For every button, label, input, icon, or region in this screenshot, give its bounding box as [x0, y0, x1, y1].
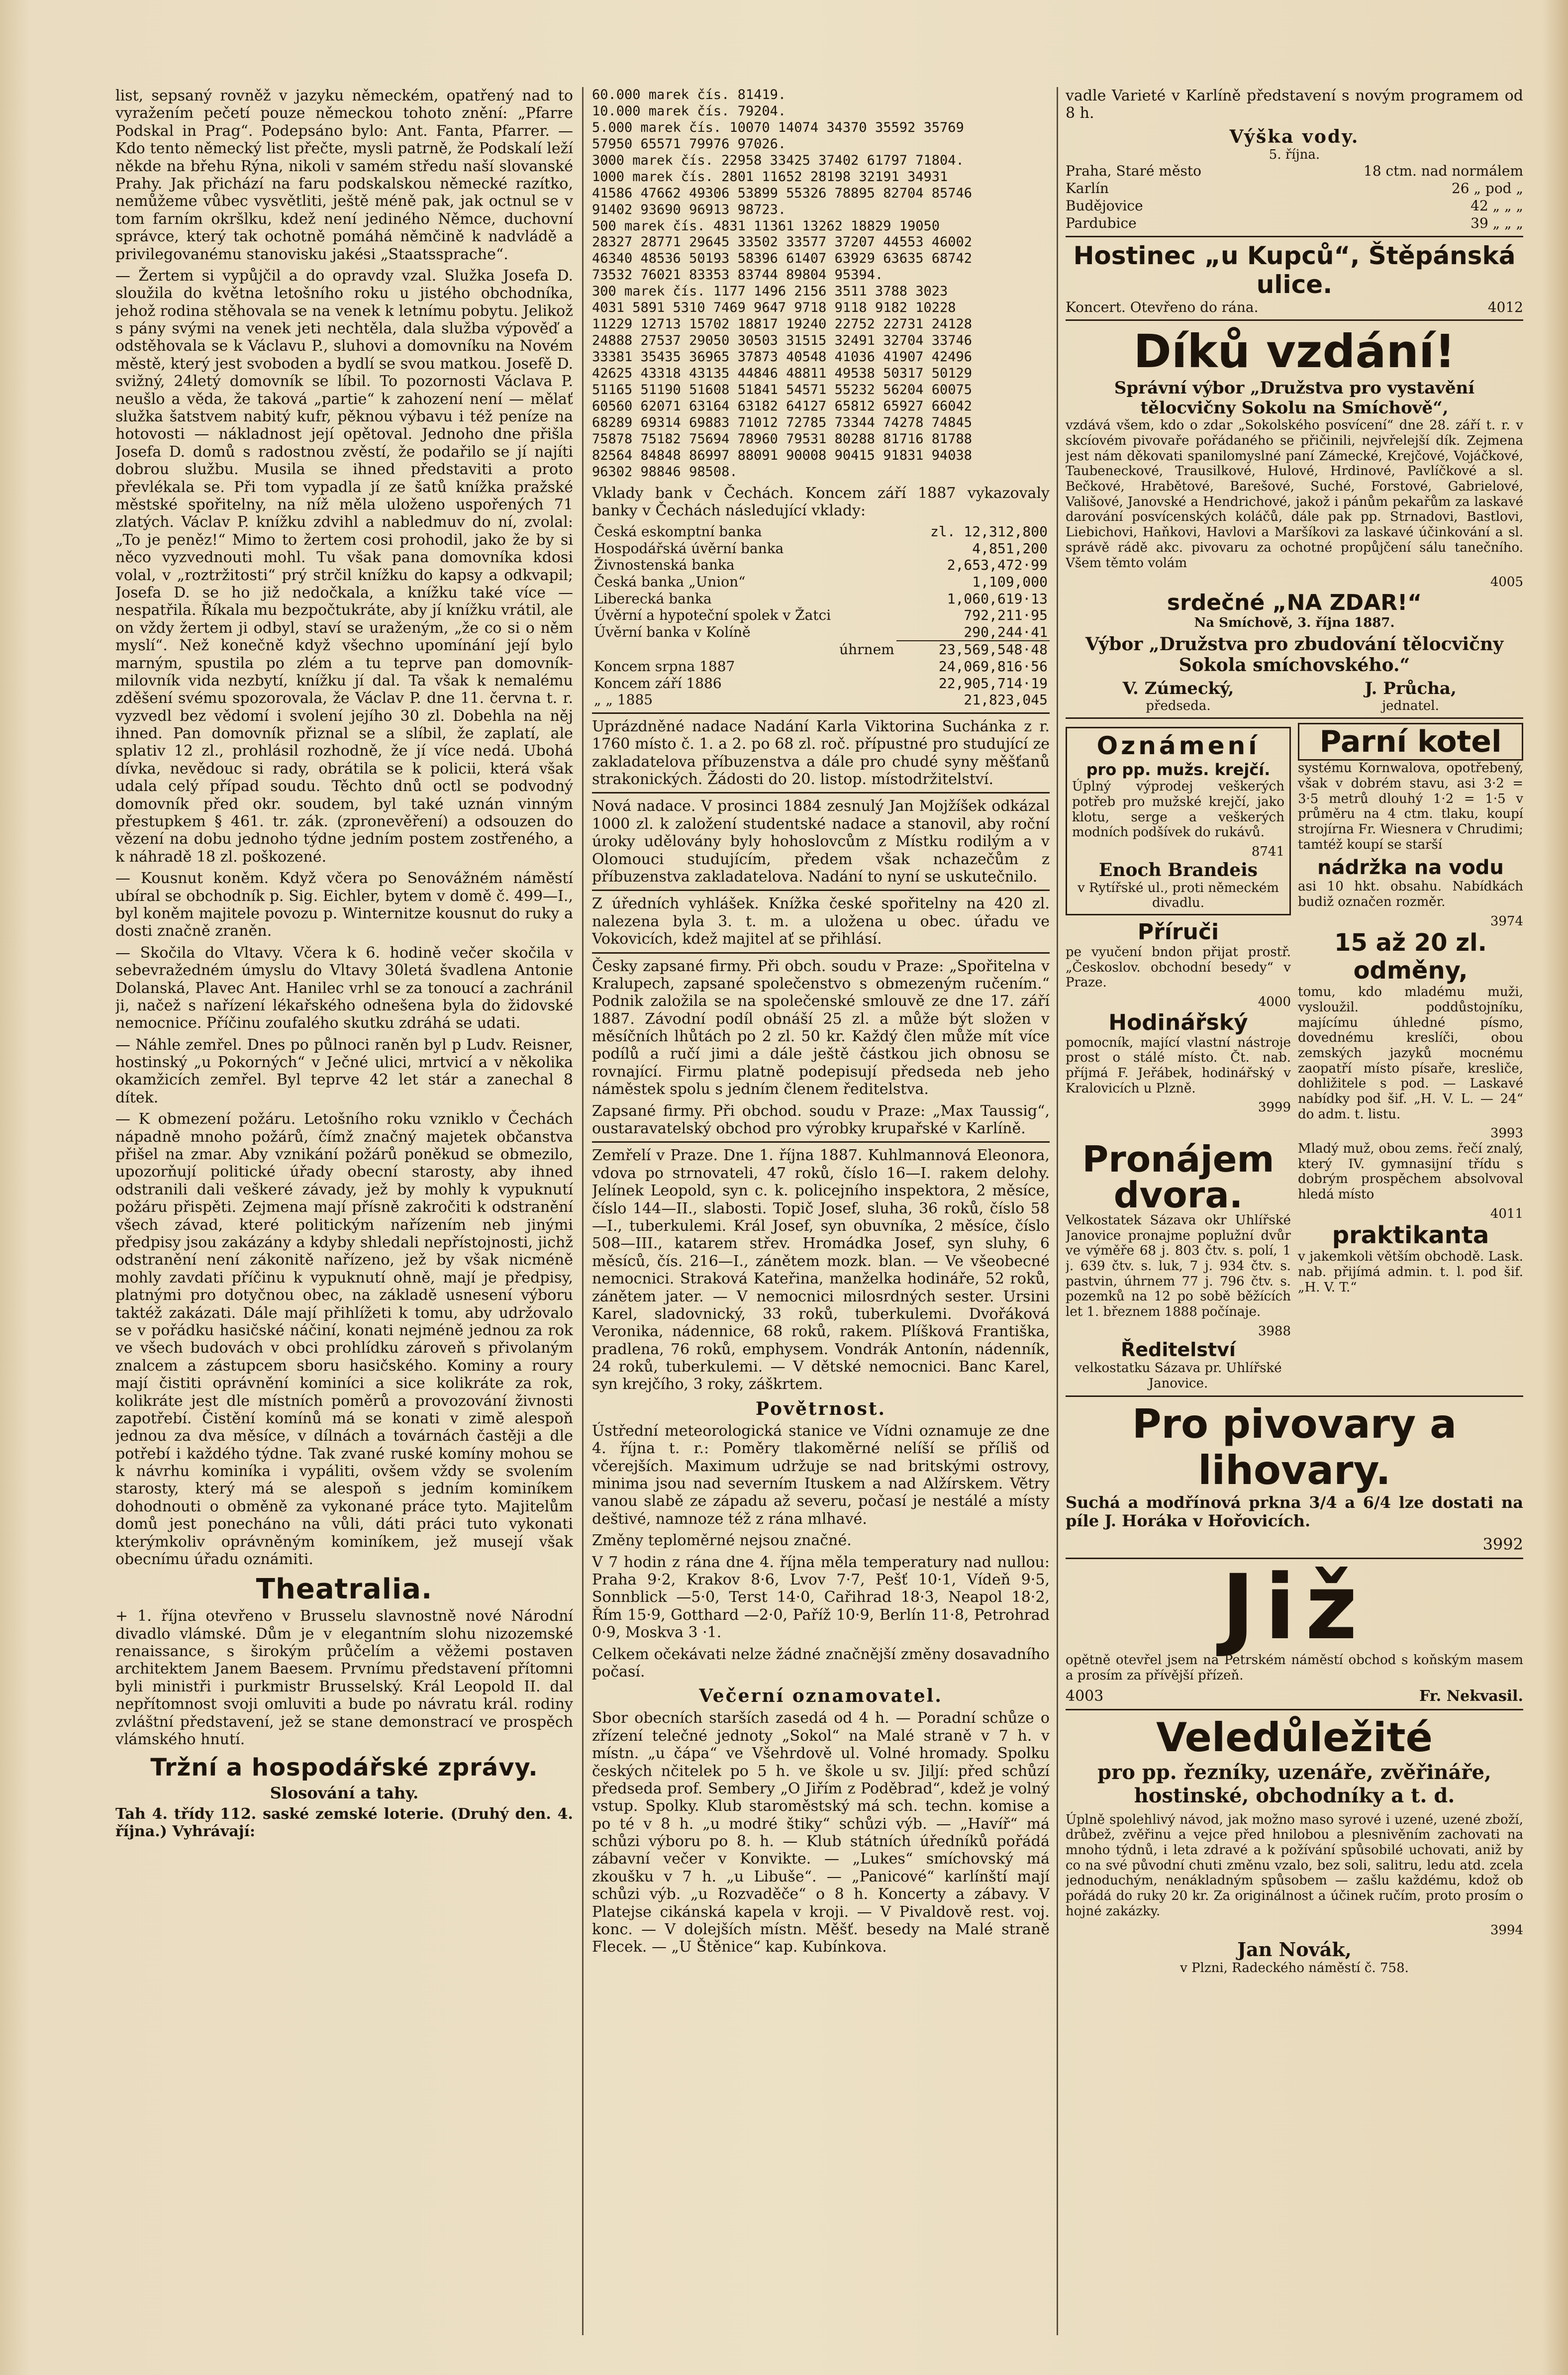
ad-pivovary-text: Suchá a modřínová prkna 3/4 a 6/4 lze dostati na píle J. Horáka v Hořovicích. — [1066, 1492, 1523, 1531]
table-row — [592, 591, 1050, 607]
bank-value: 1,109,000 — [972, 574, 1048, 591]
heading-trzni: Tržní a hospodářské zprávy. — [150, 1754, 538, 1782]
table-row — [592, 540, 1050, 557]
ad-veled-sub: pro pp. řezníky, uzenáře, zvěřináře, hostinské, obchodníky a t. d. — [1097, 1760, 1491, 1807]
bank-total-label: úhrnem — [839, 641, 894, 658]
bank-name: Živnostenská banka — [594, 557, 735, 574]
column-right: vadle Varieté v Karlíně představení s novým programem od 8 h. Výška vody. 5. října. Praha, Staré město 18 ctm. nad normálem Karlín 26 „ pod „ Budějovice 42 „ „ „ Pardubice 39 „ „ „ Hostinec „u Kupců“, Štěpánská ulice. Koncert. Otevřeno do rána. 4012 Díků vzdání! Správní výbor „Družstva pro vystavění tělocvičny Sokolu na Smíchově“, vzdává všem, kdo o zdar „Sokolského posvícení“ dne 28. září t. r. v skcíovém pivovaře pořádaného se přičinili, nejvřelejší dík. Zejmena jest nám děkovati spanilomyslné paní Zámecké, Krejčové, Vojáčkové, Taubeneckové, Trausilkové, Hulové, Hrdinové, Pavlíčkové a sl. Bečkové, Hrabětové, Barešové, Suché, Forstové, Gabrielové, Vališové, Janovské a Hendrichové, jakož i pánům pekařům za laskavé darování posvícenských koláčů, dále pak pp. Strnadovi, Bastlovi, Liebichovi, Haňkovi, Havlovi a Maršíkovi za laskavé účinkování a sl. správě rádě akc. pivovaru za ochotné propůjčení sálu tanečního. Všem těmto volám 4005 srdečné „NA ZDAR!“ Na Smíchově, 3. října 1887. Výbor „Družstva pro zbudování tělocvičny Sokola smíchovského.“ V. Zúmecký, předseda. J. Průcha, jednatel. Oznámení pro pp. mužs. krejčí. Úplný výprodej veškerých potřeb pro mužské krejčí, jako klotu, serge a veškerých modních podšívek do rukávů. 8741 Enoch Brandeis v Rytířské ul., proti německém divadlu. Příruči pe vyučení bndon přijat prostř. „Českoslov. obchodní besedy“ v Praze. 4000 Hodinářský pomocník, mající vlastní nástroje prost o stálé místo. Čt. nab. příjmá F. Jeřábek, hodinářský v Kralovicích u Plzně. 3999 Parní kotel systému Kornwalova, opotřebený, však v dobrém stavu, asi 3·2 = 3·5 metrů dlouhý 1·2 = 1·5 v průměru na 4 ctm. tlaku, koupí strojírna Fr. Wiesnera v Chrudimi; tamtéž koupí se starší nádržka na vodu asi 10 hkt. obsahu. Nabídkách budiž označen rozměr. 3974 15 až 20 zl. odměny, tomu, kdo mladému muži, vysloužil. poddůstojníku, majícímu úhledné písmo, dovednému kreslíči, obou zemských jazyků mocnému zaopatří místo písaře, kresliče, dohližitele s pod. — Laskavé nabídky pod šif. „H. V. L. — 24“ do adm. t. listu. 3993 Pronájem dvora. Velkostatek Sázava okr Uhlířské Janovice pronajme poplužní dvůr ve výměře 68 j. 803 čtv. s. polí, 1 j. 639 čtv. s. luk, 7 j. 934 čtv. s. pastvin, úhrnem 77 j. 796 čtv. s. pozemků na 12 po sobě běžících let 1. březnem 1888 počínaje. 3988 Ředitelství velkostatku Sázava pr. Uhlířské Janovice. Mladý muž, obou zems. řečí znalý, který IV. gymnasijní třídu s dobrým prospěchem absolvoval hledá místo 4011 praktikanta v jakemkoli větším obchodě. Lask. nab. přijímá admin. t. l. pod šif. „H. V. T.“ Pro pivovary a lihovary. Suchá a modřínová prkna 3/4 a 6/4 lze dostati na píle J. Horáka v Hořovicích. 3992 Již opětně otevřel jsem na Petrském náměstí obchod s koňským masem a prosím za přívější přízeň. 4003 Fr. Nekvasil. Veledůležité pro pp. řezníky, uzenáře, zvěřináře, hostinské, obchodníky a t. d. Úplně spolehlivý návod, jak možno maso syrové i uzené, uzené zboží, drůbež, zvěřinu a vejce před hnilobou a plesnivěním zachovati na mnoho týdnů, i leta zdravé a k požívání spůsobilé uchovati, aniž by co na své původní chuti změnu vzalo, bez soli, salitru, ledu atd. zcela jednoduchým, nenákladným spůsobem — zašlu každému, kdož ob pořádá do ruky 20 kr. Za originálnost a účinek ručím, proto prosím o hojné zakázky. 3994 Jan Novák, v Plzni, Radeckého náměstí č. 758. — [1066, 87, 1523, 1976]
article-teploty: V 7 hodin z rána dne 4. října měla temperatury nad nullou: Praha 9·2, Krakov 8·6, Lvov 7·7, Pešť 10·1, Vídeň 9·5, Sonnblick —5·0, Terst 14·0, Cařihrad 18·3, Neapol 18·2, Řím 15·9, Gotthard —2·0, Paříž 10·9, Berlín 11·8, Petrohrad 0·9, Moskva 3 ·1. — [592, 1553, 1050, 1642]
ad-mlady: Mladý muž, obou zems. řečí znalý, který IV. gymnasijní třídu s dobrým prospěchem absolvoval hledá místo — [1298, 1141, 1523, 1202]
bank-value: 22,905,714·19 — [938, 675, 1048, 692]
list-item: Praha, Staré město 18 ctm. nad normálem — [1066, 163, 1523, 180]
ad-diku-text: vzdává všem, kdo o zdar „Sokolského posvícení“ dne 28. září t. r. v skcíovém pivovaře pořádaného se přičinili, nejvřelejší dík. Zejmena jest nám děkovati spanilomyslné paní Zámecké, Krejčové, Vojáčkové, Taubeneckové, Trausilkové, Hulové, Hrdinové, Pavlíčkové a sl. Bečkové, Hrabětové, Barešové, Suché, Forstové, Gabrielové, Vališové, Janovské a Hendrichové, jakož i pánům pekařům za laskavé darování posvícenských koláčů, dále pak pp. Strnadovi, Bastlovi, Liebichovi, Haňkovi, Havlovi a Maršíkovi za laskavé účinkování a sl. správě rádě akc. pivovaru za ochotné propůjčení sálu tanečního. Všem těmto volám — [1066, 418, 1523, 571]
column-middle — [592, 87, 1050, 2345]
bank-value: 24,069,816·56 — [938, 658, 1048, 675]
table-row — [592, 574, 1050, 591]
ad-diku-org: Správní výbor „Družstva pro vystavění tělocvičny Sokolu na Smíchově“, — [1114, 378, 1475, 418]
table-row — [592, 675, 1050, 692]
divider — [592, 890, 1050, 891]
ad-jiz-sign: Fr. Nekvasil. — [1419, 1687, 1523, 1705]
bank-total: 23,569,548·48 — [896, 641, 1050, 658]
ads-row-1: Oznámení pro pp. mužs. krejčí. Úplný výprodej veškerých potřeb pro mužské krejčí, jako klotu, serge a veškerých modních podšívek do rukávů. 8741 Enoch Brandeis v Rytířské ul., proti německém divadlu. Příruči pe vyučení bndon přijat prostř. „Českoslov. obchodní besedy“ v Praze. 4000 Hodinářský pomocník, mající vlastní nástroje prost o stálé místo. Čt. nab. příjmá F. Jeřábek, hodinářský v Kralovicích u Plzně. 3999 Parní kotel systému Kornwalova, opotřebený, však v dobrém stavu, asi 3·2 = 3·5 metrů dlouhý 1·2 = 1·5 v průměru na 4 ctm. tlaku, koupí strojírna Fr. Wiesnera v Chrudimi; tamtéž koupí se starší nádržka na vodu asi 10 hkt. obsahu. Nabídkách budiž označen rozměr. 3974 15 až 20 zl. odměny, tomu, kdo mladému muži, vysloužil. poddůstojníku, majícímu úhledné písmo, dovednému kreslíči, obou zemských jazyků mocnému zaopatří místo písaře, kresliče, dohližitele s pod. — Laskavé nabídky pod šif. „H. V. L. — 24“ do adm. t. listu. 3993 — [1066, 723, 1523, 1141]
column-left — [115, 87, 573, 2345]
article-intro: list, sepsaný rovněž v jazyku německém, opatřený nad to vyražením pečetí pouze německou tohoto znění: „Pfarre Podskal in Prag“. Podepsáno bylo: Ant. Fanta, Pfarrer. — Kdo tento německý list přečte, mysli patrně, že Podskalí leží někde na břehu Rýna, nikoli v samém středu naší slovanské Prahy. Jak přichází na faru podskalskou německé razítko, nemůžeme vůbec vysvětliti, ještě méně pak, jak octnul se v tom farním okršlku, kdež není jediného Němce, duchovní správce, který tak ochotně pomáhá němčině k nadvládě a privilegovanému stanovisku jakési „Staatssprache“. — [115, 87, 573, 263]
column-rule — [1057, 87, 1058, 2335]
ad-signatures: V. Zúmecký, předseda. J. Průcha, jednatel. — [1066, 679, 1523, 714]
bank-value: 792,211·95 — [964, 607, 1048, 624]
divider — [1066, 236, 1523, 237]
list-item: Budějovice 42 „ „ „ — [1066, 198, 1523, 214]
ad-diku-no: 4005 — [1490, 575, 1523, 590]
article-nadace: Uprázdněné nadace Nadání Karla Viktorina Suchánka z r. 1760 místo č. 1. a 2. po 68 zl. roč. přípustné pro studující ze zakladatelova příbuzenstva a dále pro chudé syny měšťanů strakonických. Žádosti do 20. listop. místodržitelství. — [592, 717, 1050, 788]
ad-veled-title: Veledůležité — [1156, 1714, 1433, 1761]
bank-value: 21,823,045 — [964, 692, 1048, 708]
divider — [592, 712, 1050, 714]
bank-value: 290,244·41 — [964, 623, 1048, 640]
table-row — [592, 692, 1050, 708]
lottery-numbers: 60.000 marek čís. 81419. 10.000 marek čís. 79204. 5.000 marek čís. 10070 14074 34370 35592 35769 57950 65571 79976 97026. 3000 marek čís. 22958 33425 37402 61797 71804. 1000 marek čís. 2801 11652 28198 32191 34931 41586 47662 49306 53899 55326 78895 82704 85746 91402 93690 96913 98723. 500 marek čís. 4831 11361 13262 18829 19050 28327 28771 29645 33502 33577 37207 44553 46002 46340 48536 50193 58396 61407 63929 63635 68742 73532 76021 83353 83744 89804 95394. 300 marek čís. 1177 1496 2156 3511 3788 3023 4031 5891 5310 7469 9647 9718 9118 9182 10228 11229 12713 15702 18817 19240 22752 22731 24128 24888 27537 29050 30503 31515 32491 32704 33746 33381 35435 36965 37873 40548 41036 41907 42496 42625 43318 43135 44846 48811 49538 50317 50129 51165 51190 51608 51841 54571 55232 56204 60075 60560 62071 63164 63182 64127 65812 65927 66042 68289 69314 69883 71012 72785 73344 74278 74845 75878 75182 75694 78960 79531 80288 81716 81788 82564 84848 86997 88091 90008 90415 91831 94038 96302 98846 98508. — [592, 87, 973, 480]
bank-name: Koncem září 1886 — [594, 675, 722, 692]
divider — [592, 952, 1050, 954]
article-zmeny: Změny teploměrné nejsou značné. — [592, 1532, 852, 1550]
ad-hodinarsky-title: Hodinářský — [1108, 1009, 1248, 1035]
signature-1: V. Zúmecký, — [1122, 678, 1234, 698]
ad-hostinec-title: Hostinec „u Kupců“, Štěpánská ulice. — [1073, 241, 1516, 299]
article-vyhlasek: Z úředních vyhlášek. Knížka české spořitelny na 420 zl. nalezena byla 3. t. m. a uložena u obec. úřadu ve Vokovicích, kdež majitel ať se přihlásí. — [592, 895, 1050, 948]
article-nahle: — Náhle zemřel. Dnes po půlnoci raněn byl p Ludv. Reisner, hostinský „u Pokorných“ v Ječné ulici, mrtvicí a v několika okamžicích zemřel. Byl teprve 42 let stár a zanechal 8 dítek. — [115, 1036, 573, 1106]
ad-praktikanta: praktikanta — [1332, 1221, 1489, 1250]
divider — [592, 792, 1050, 793]
article-ocekavati: Celkem očekávati nelze žádné značnější změny dosavadního počasí. — [592, 1645, 1050, 1681]
ad-diku-title: Díků vzdání! — [1133, 325, 1456, 379]
ad-hostinec-sub: Koncert. Otevřeno do rána. 4012 — [1066, 299, 1523, 316]
heading-vyska-vody: Výška vody. — [1229, 126, 1360, 147]
ad-oznameni: Oznámení pro pp. mužs. krejčí. Úplný výprodej veškerých potřeb pro mužské krejčí, jako klotu, serge a veškerých modních podšívek do rukávů. 8741 Enoch Brandeis v Rytířské ul., proti německém divadlu. — [1066, 727, 1291, 915]
table-row — [592, 557, 1050, 574]
banks-intro: Vklady bank v Čechách. Koncem září 1887 vykazovaly banky v Čechách následující vklady: — [592, 484, 1050, 519]
heading-povetrnost: Povětrnost. — [755, 1398, 886, 1419]
bank-name: Hospodářská úvěrní banka — [594, 540, 784, 557]
varieté-note: vadle Varieté v Karlíně představení s novým programem od 8 h. — [1066, 87, 1523, 122]
ad-parni-title: Parní kotel — [1298, 723, 1523, 761]
heading-vecerni: Večerní oznamovatel. — [699, 1685, 943, 1707]
ad-nazdar: srdečné „NA ZDAR!“ — [1167, 590, 1422, 615]
ad-reditelstvi: Ředitelství — [1121, 1339, 1236, 1361]
ad-nadrzka: nádržka na vodu — [1317, 856, 1504, 880]
article-nova-nadace: Nová nadace. V prosinci 1884 zesnulý Jan Mojžíšek odkázal 1000 zl. k založení studentské nadace a stanovil, aby roční úroky udělovány byly hohoslovcům z Místku rodilým a v Olomouci studujícím, předem však nchazečům z příbuzenstva zakladatelova. Nadání to nyní se uskutečnilo. — [592, 797, 1050, 886]
divider — [1066, 319, 1523, 321]
heading-theatralia: Theatralia. — [256, 1573, 433, 1606]
ad-jiz-text: opětně otevřel jsem na Petrském náměstí obchod s koňským masem a prosím za přívější přízeň. — [1066, 1653, 1523, 1683]
article-povetrnost: Ústřední meteorologická stanice ve Vídni oznamuje ze dne 4. října t. r.: Poměry tlakoměrné nelíší se příliš od včerejších. Maximum udržuje se nad britskými ostrovy, minima jsou nad severním Ituskem a nad Alžírskem. Větry vanou slabě ze západu až severu, počasí je nestálé a místy deštivé, namnoze též z rána mlhavé. — [592, 1422, 1050, 1528]
article-kousnut: — Kousnut koněm. Když včera po Senovážném náměstí ubíral se obchodník p. Sig. Eichler, bytem v domě č. 499—I., byl koněm majitele povozu p. Winternitze kousnut do ruky a dosti značně zraněn. — [115, 870, 573, 940]
table-row — [592, 641, 1050, 658]
bank-name: Česká eskomptní banka — [594, 523, 762, 540]
bank-value: 1,060,619·13 — [947, 590, 1048, 607]
ad-jiz-title: Již — [1221, 1556, 1368, 1660]
banks-table — [592, 523, 1050, 708]
table-row — [592, 523, 1050, 540]
bank-name: „ „ 1885 — [594, 692, 653, 708]
ad-veled-text: Úplně spolehlivý návod, jak možno maso syrové i uzené, uzené zboží, drůbež, zvěřinu a vejce před hnilobou a plesnivěním zachovati na mnoho týdnů, i leta zdravé a k požívání spůsobilé uchovati, aniž by co na své původní chuti změnu vzalo, bez soli, salitru, ledu atd. zcela jednoduchým, nenákladným spůsobem — zašlu každému, kdož ob pořádá do ruky 20 kr. Za originálnost a účinek ručím, proto prosím o hojné zakázky. — [1066, 1812, 1523, 1919]
bank-value: zl. 12,312,800 — [930, 523, 1048, 540]
bank-value: 2,653,472·99 — [947, 557, 1048, 574]
divider — [1066, 1395, 1523, 1397]
table-row — [592, 607, 1050, 624]
bank-name: Liberecká banka — [594, 590, 712, 607]
ad-vybor: Výbor „Družstva pro zbudování tělocvičny Sokola smíchovského.“ — [1085, 633, 1504, 676]
bank-name: Koncem srpna 1887 — [594, 658, 735, 675]
article-theatralia: + 1. října otevřeno v Brusselu slavnostně nové Národní divadlo vlámské. Dům je v elegantním slohu nizozemské renaissance, s širokým průčelím a věžemi postaven architektem Janem Baesem. Prvnímu představení přítomni byli ministři i purkmistr Brusselský. Král Leopold II. dal nepřítomnost svoji omluviti a bude po návratu král. rodiny zvláštní představení, jež se stane demonstrací ve prospěch vlámského hnutí. — [115, 1607, 573, 1748]
ads-row-2: Pronájem dvora. Velkostatek Sázava okr Uhlířské Janovice pronajme poplužní dvůr ve výměře 68 j. 803 čtv. s. polí, 1 j. 639 čtv. s. luk, 7 j. 934 čtv. s. pastvin, úhrnem 77 j. 796 čtv. s. pozemků na 12 po sobě běžících let 1. březnem 1888 počínaje. 3988 Ředitelství velkostatku Sázava pr. Uhlířské Janovice. Mladý muž, obou zems. řečí znalý, který IV. gymnasijní třídu s dobrým prospěchem absolvoval hledá místo 4011 praktikanta v jakemkoli větším obchodě. Lask. nab. přijímá admin. t. l. pod šif. „H. V. T.“ — [1066, 1138, 1523, 1391]
bank-name: Úvěrní a hypoteční spolek v Žatci — [594, 607, 831, 624]
signature-2: J. Průcha, — [1365, 678, 1457, 698]
column-rule — [582, 87, 584, 2335]
article-zemreli: Zemřelí v Praze. Dne 1. října 1887. Kuhlmannová Eleonora, vdova po strnovateli, 47 roků, číslo 16—I. rakem delohy. Jelínek Leopold, syn c. k. policejního inspektora, 2 měsíce, číslo 144—II., slabosti. Topič Josef, sluha, 36 roků, číslo 58—I., tuberkulemi. Král Josef, syn obuvníka, 2 měsíce, číslo 508—III., katarem střev. Hromádka Josef, syn sluhy, 6 měsíců, čís. 216—I., zánětem mozk. blan. — Ve všeobecné nemocnici. Straková Kateřina, manželka hodináře, 52 roků, zánětem jater. — V nemocnici milosrdných sester. Ursini Karel, sladovnický, 33 roků, tuberkulemi. Dvořáková Veronika, nádennice, 68 roků, rakem. Plíšková Františka, pradlena, 76 roků, emphysem. Vondrák Antonín, nádenník, 24 roků, tuberkulemi. — V dětské nemocnici. Banc Karel, syn krejčího, 3 roky, záškrtem. — [592, 1147, 1050, 1393]
bank-name: Úvěrní banka v Kolíně — [594, 624, 751, 641]
bank-value: 4,851,200 — [972, 540, 1048, 557]
ad-pivovary-title: Pro pivovary a lihovary. — [1132, 1400, 1457, 1493]
list-item: Karlín 26 „ pod „ — [1066, 180, 1523, 197]
ad-odmeny-title: 15 až 20 zl. odměny, — [1334, 929, 1487, 985]
divider — [1066, 1709, 1523, 1710]
article-zertem: — Žertem si vypůjčil a do opravdy vzal. Služka Josefa D. sloužila do května letošního roku u jistého obchodníka, jehož rodina stěhovala se na venek k letnímu pobytu. Jelikož s pány svými na venek jeti nechtěla, dala služba výpověď a odstěhovala se k Václavu P., sluhovi a domovníku na Novém městě, který jest svoboden a bydlí se svou matkou. Josefě D. svižný, 24letý domovník se líbil. To pozornosti Václava P. neušlo a věda, že taková „partie“ k zahození není — mělať služka šatstvem nabitý kufr, pěknou výbavu i též peníze na hotovosti — nákladnost její opětoval. Jednoho dne přišla Josefa D. domů s radostnou zvěstí, že podařilo se jí najíti dobrou službu. Musila se ihned představiti a proto převlékala se. Při tom vypadla jí ze šatů knížka pražské městské spořitelny, na níž měla uloženo uspořených 71 zlatých. Václav P. knížku zdvihl a nabledmuv do ní, zvolal: „To je peněz!“ Mimo to žertem cosi prohodil, jako že by si něco vyzvednouti mohl. Tu však pana domovníka kdosi volal, v „roztržitosti“ prý strčil knížku do kapsy a odkvapil; Josefa D. se ho již nedočkala, a knížku také více — nespatřila. Říkala mu bezpočtukráte, aby jí knížku vrátil, ale on vždy žertem ji odbyl, staví se uraženým, „že co si o něm myslí“. Než konečně když všechno upomínání její bylo marným, spustila po zlém a tu teprve pan domovník-milovník vida nezbytí, knížku jí dal. Ta však k nemalému zděšení svému spozorovala, že Václav P. dne 11. června t. r. vyzvedl bez vědomí i svolení jejího 30 zl. Dobehla na něj ihned. Pan domovník přiznal se a slíbil, že zaplatí, ale splativ 12 zl., prohlásil rozhodně, že jí více nedá. Ubohá dívka, nevědouc si rady, obrátila se k policii, která však udala celý případ soudu. Těchto dnů octl se podvodný domovník před okr. soudem, byl také uznán vinným přestupkem § 461. tr. zák. (zpronevěření) a odsouzen do vězení na dobu jednoho týdne jedním postem zostřeného, a k náhradě 18 zl. poškozené. — [115, 267, 573, 866]
ad-pronajem-title: Pronájem dvora. — [1082, 1138, 1274, 1216]
divider — [1066, 717, 1523, 719]
article-vecerni: Sbor obecních starších zasedá od 4 h. — Poradní schůze o zřízení telečné jednoty „Sokol“ na Malé straně v 7 h. v místn. „u čápa“ ve Všehrdově ul. Volné hromady. Spolku českých nčitelek po 5 h. ve škole u sv. Jiljí: před schůzí předseda prof. Sembery „O Jiřím z Poděbrad“, kdež je volný vstup. Spolky. Klub staroměstský má sch. techn. komise a po té v 8 h. „u modré štiky“ schůzi výb. — „Havíř“ má schůzi výboru po 8. h. — Klub státních úředníků pořádá zábavní večer v Konvikte. — „Lukes“ smíchovský má zkoušku v 7 h. „u Libuše“. — „Panicové“ karlínští mají schůzi výb. „u Rozvaděče“ o 8 h. Koncerty a zábavy. V Platejse cikánská kapela v kroji. — V Pivaldově rest. voj. konc. — V dolejších místn. Měšť. besedy na Malé straně Flecek. — „U Štěnice“ kap. Kubínkova. — [592, 1709, 1050, 1956]
vyska-date: 5. října. — [1269, 147, 1320, 162]
bank-name: Česká banka „Union“ — [594, 574, 746, 591]
table-row — [592, 658, 1050, 675]
ad-nazdar-place: Na Smíchově, 3. října 1887. — [1194, 615, 1395, 630]
article-vltava: — Skočila do Vltavy. Včera k 6. hodině večer skočila v sebevražedném úmyslu do Vltavy 30letá švadlena Antonie Dolanská, Plavec Ant. Hanilec vrhl se za tonoucí a zachránil ji, načež s nařízení lékařského odnešena byla do židovské nemocnice. Příčinu zoufalého skutku zdráhá se udati. — [115, 944, 573, 1032]
article-tah: Tah 4. třídy 112. saské zemské loterie. (Druhý den. 4. října.) Vyhrávají: — [115, 1805, 573, 1841]
article-firmy2: Zapsané firmy. Při obchod. soudu v Praze: „Max Taussig“, oustaravatelský obchod pro výrobky krupařské v Karlíně. — [592, 1102, 1050, 1138]
heading-slosovani: Slosování a tahy. — [270, 1783, 419, 1802]
table-row — [592, 624, 1050, 641]
water-levels — [1066, 162, 1523, 232]
article-pozar: — K obmezení požáru. Letošního roku vzniklo v Čechách nápadně mnoho požárů, čímž značný majetek občanstva přišel na zmar. Aby vznikání požárů poněkud se obmezilo, upozorňují politické úřady obecní starosty, aby ihned odstranili dali veškeré závady, jež by mohly k vypuknutí požáru přispěti. Zejmena mají přísně zakročiti k odstranění všech závad, které politickým nařízením neb jinými předpisy jsou zakázány a kdyby shledali nepřístojnosti, jichž odstranění není zákonitě nařízeno, jež by však nicméně mohly zavdati příčinu k vypuknutí ohně, mají je předpisy, platnými pro dotyčnou obec, na základě usnesení výboru taktéž zakázati. Dále mají přihlížeti k tomu, aby udržovalo se v pořádku hasičské náčiní, konati nejméně jednou za rok ve všech budovách v obci prohlídku zároveň s přivolaným znalcem a zástupcem sboru hasičského. Kominy a roury mají čistiti oprávnění kominíci a sice kolikráte za rok, kolikráte jest dle místních poměrů a provozování živnosti zapotřebí. Čistění komínů má se konati v zimě alespoň jednou za dva měsíce, v dílnách a továrnách častěji a dle potřebí i každého týdne. Tak zvané ruské komíny mohou se k návrhu kominíka i vypáliti, ovšem vždy se svolením starosty, který má se alespoň s jedním kominíkem dohodnouti o obměně za vykonané práce tyto. Majitelům domů jest ponecháno na vůli, dáti práci tuto vykonati kterýmkoliv oprávněným kominíkem, jež musejí však obecnímu úřadu oznámiti. — [115, 1110, 573, 1569]
list-item: Pardubice 39 „ „ „ — [1066, 215, 1523, 232]
article-firmy: Česky zapsané firmy. Při obch. soudu v Praze: „Spořitelna v Kralupech, zapsané společenstvo s obmezeným ručením.“ Podnik založila se na společenské smlouvě ze dne 17. září 1887. Závodní podíl obnáší 25 zl. a může být složen v měsíčních lhůtách po 2 zl. 50 kr. Každý člen může mít více podílů a ručí jimi a dále ještě částkou jich obnosu se rovnající. Firmu platně podepisují předseda neb jeho náměstek spolu s jedním členem ředitelstva. — [592, 957, 1050, 1098]
divider — [592, 1141, 1050, 1143]
ad-veled-sign: Jan Novák, — [1237, 1938, 1352, 1961]
ad-prirucí-title: Příruči — [1137, 919, 1219, 945]
